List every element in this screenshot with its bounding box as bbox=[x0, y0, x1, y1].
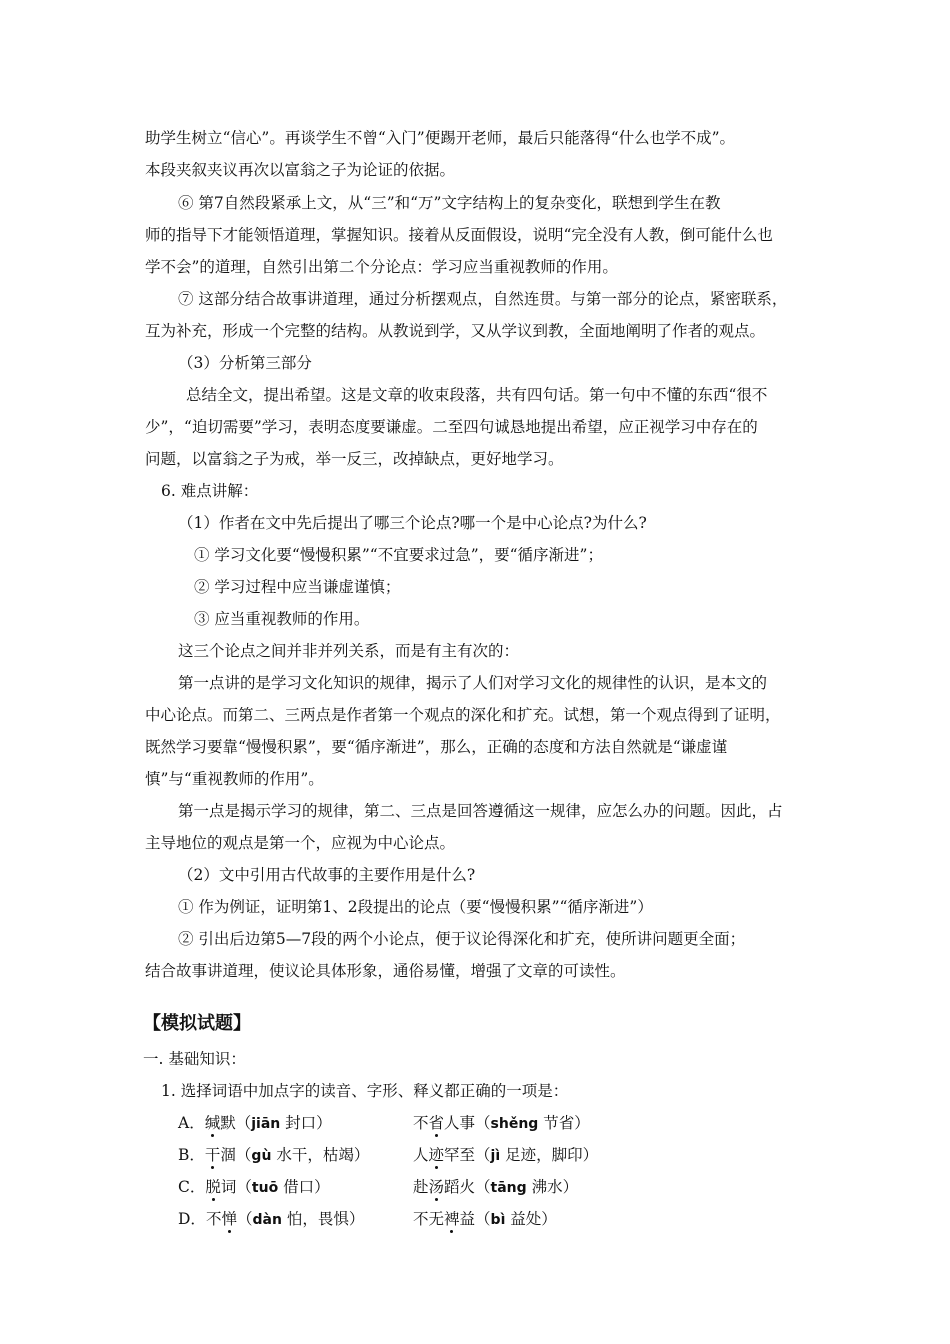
pinyin: tāng bbox=[490, 1180, 527, 1196]
pinyin: bì bbox=[490, 1212, 506, 1228]
paragraph-line: 既然学习要靠“慢慢积累”，要“循序渐进”，那么，正确的态度和方法自然就是“谦虚谨 bbox=[145, 738, 728, 756]
answer-item: ② 学习过程中应当谦虚谨慎； bbox=[194, 578, 401, 596]
option-second-word: 不无裨益（bì 益处） bbox=[413, 1210, 557, 1228]
paragraph-line: ⑥ 第7自然段紧承上文，从“三”和“万”文字结构上的复杂变化，联想到学生在教 bbox=[178, 194, 721, 212]
paragraph-line: 师的指导下才能领悟道理，掌握知识。接着从反面假设，说明“完全没有人教，倒可能什么也 bbox=[145, 226, 773, 244]
paragraph-line: 本段夹叙夹议再次以富翁之子为论证的依据。 bbox=[145, 161, 456, 179]
question-line: （2）文中引用古代故事的主要作用是什么? bbox=[178, 866, 476, 884]
subsection-heading: （3）分析第三部分 bbox=[178, 354, 312, 372]
option-second-word: 不省人事（shěng 节省） bbox=[413, 1114, 590, 1132]
option-second-word: 赴汤蹈火（tāng 沸水） bbox=[413, 1178, 579, 1196]
answer-item: ① 作为例证，证明第1、2段提出的论点（要“慢慢积累”“循序渐进”） bbox=[178, 898, 653, 916]
answer-item: ③ 应当重视教师的作用。 bbox=[194, 610, 370, 628]
option-row: D．不惮（dàn 怕，畏惧） 不无裨益（bì 益处） bbox=[178, 1210, 557, 1228]
pinyin: jì bbox=[490, 1148, 501, 1164]
question-line: 1. 选择词语中加点字的读音、字形、释义都正确的一项是： bbox=[161, 1082, 569, 1100]
paragraph-line: 这三个论点之间并非并列关系，而是有主有次的： bbox=[178, 642, 520, 660]
numbered-heading: 6. 难点讲解： bbox=[161, 482, 259, 500]
paragraph-line: 第一点是揭示学习的规律，第二、三点是回答遵循这一规律，应怎么办的问题。因此，占 bbox=[178, 802, 783, 820]
paragraph-line: 总结全文，提出希望。这是文章的收束段落，共有四句话。第一句中不懂的东西“很不 bbox=[186, 386, 768, 404]
dotted-char: 汤 bbox=[428, 1178, 445, 1196]
option-letter: A． bbox=[178, 1114, 205, 1132]
dotted-char: 干 bbox=[204, 1146, 221, 1164]
option-row: A．缄默（jiān 封口） 不省人事（shěng 节省） bbox=[178, 1114, 590, 1132]
dotted-char: 裨 bbox=[444, 1210, 460, 1228]
dotted-char: 惮 bbox=[221, 1210, 237, 1228]
pinyin: tuō bbox=[251, 1180, 279, 1196]
section-title: 【模拟试题】 bbox=[143, 1013, 251, 1034]
paragraph-line: 学不会”的道理，自然引出第二个分论点：学习应当重视教师的作用。 bbox=[145, 258, 618, 276]
option-letter: D． bbox=[178, 1210, 206, 1228]
option-letter: C． bbox=[178, 1178, 206, 1196]
question-line: （1）作者在文中先后提出了哪三个论点?哪一个是中心论点?为什么? bbox=[178, 514, 647, 532]
dotted-char: 省 bbox=[428, 1114, 445, 1132]
paragraph-line: 结合故事讲道理，使议论具体形象，通俗易懂，增强了文章的可读性。 bbox=[145, 962, 626, 980]
paragraph-line: 中心论点。而第二、三两点是作者第一个观点的深化和扩充。试想，第一个观点得到了证明， bbox=[145, 706, 781, 724]
dotted-char: 迹 bbox=[428, 1146, 445, 1164]
answer-item: ② 引出后边第5—7段的两个小论点，便于议论得深化和扩充，使所讲问题更全面； bbox=[178, 930, 746, 948]
pinyin: dàn bbox=[252, 1212, 282, 1228]
paragraph-line: 助学生树立“信心”。再谈学生不曾“入门”便踢开老师，最后只能落得“什么也学不成”。 bbox=[145, 129, 736, 147]
paragraph-line: 少”，“迫切需要”学习，表明态度要谦虚。二至四句诚恳地提出希望，应正视学习中存在的 bbox=[145, 418, 758, 436]
option-second-word: 人迹罕至（jì 足迹，脚印） bbox=[413, 1146, 599, 1164]
pinyin: gù bbox=[251, 1148, 272, 1164]
option-row: C．脱词（tuō 借口） 赴汤蹈火（tāng 沸水） bbox=[178, 1178, 579, 1196]
paragraph-line: 互为补充，形成一个完整的结构。从教说到学，又从学议到教，全面地阐明了作者的观点。 bbox=[145, 322, 766, 340]
pinyin: jiān bbox=[251, 1116, 281, 1132]
paragraph-line: 慎”与“重视教师的作用”。 bbox=[145, 770, 324, 788]
paragraph-line: 问题，以富翁之子为戒，举一反三，改掉缺点，更好地学习。 bbox=[145, 450, 564, 468]
pinyin: shěng bbox=[490, 1116, 539, 1132]
part-heading: 一. 基础知识： bbox=[143, 1050, 246, 1068]
dotted-char: 脱 bbox=[205, 1178, 221, 1196]
option-letter: B． bbox=[178, 1146, 205, 1164]
answer-item: ① 学习文化要“慢慢积累”“不宜要求过急”，要“循序渐进”； bbox=[194, 546, 603, 564]
option-row: B．干涸（gù 水干，枯竭） 人迹罕至（jì 足迹，脚印） bbox=[178, 1146, 599, 1164]
dotted-char: 缄 bbox=[204, 1114, 221, 1132]
paragraph-line: 第一点讲的是学习文化知识的规律，揭示了人们对学习文化的规律性的认识，是本文的 bbox=[178, 674, 768, 692]
paragraph-line: ⑦ 这部分结合故事讲道理，通过分析摆观点，自然连贯。与第一部分的论点，紧密联系， bbox=[178, 290, 788, 308]
paragraph-line: 主导地位的观点是第一个，应视为中心论点。 bbox=[145, 834, 456, 852]
